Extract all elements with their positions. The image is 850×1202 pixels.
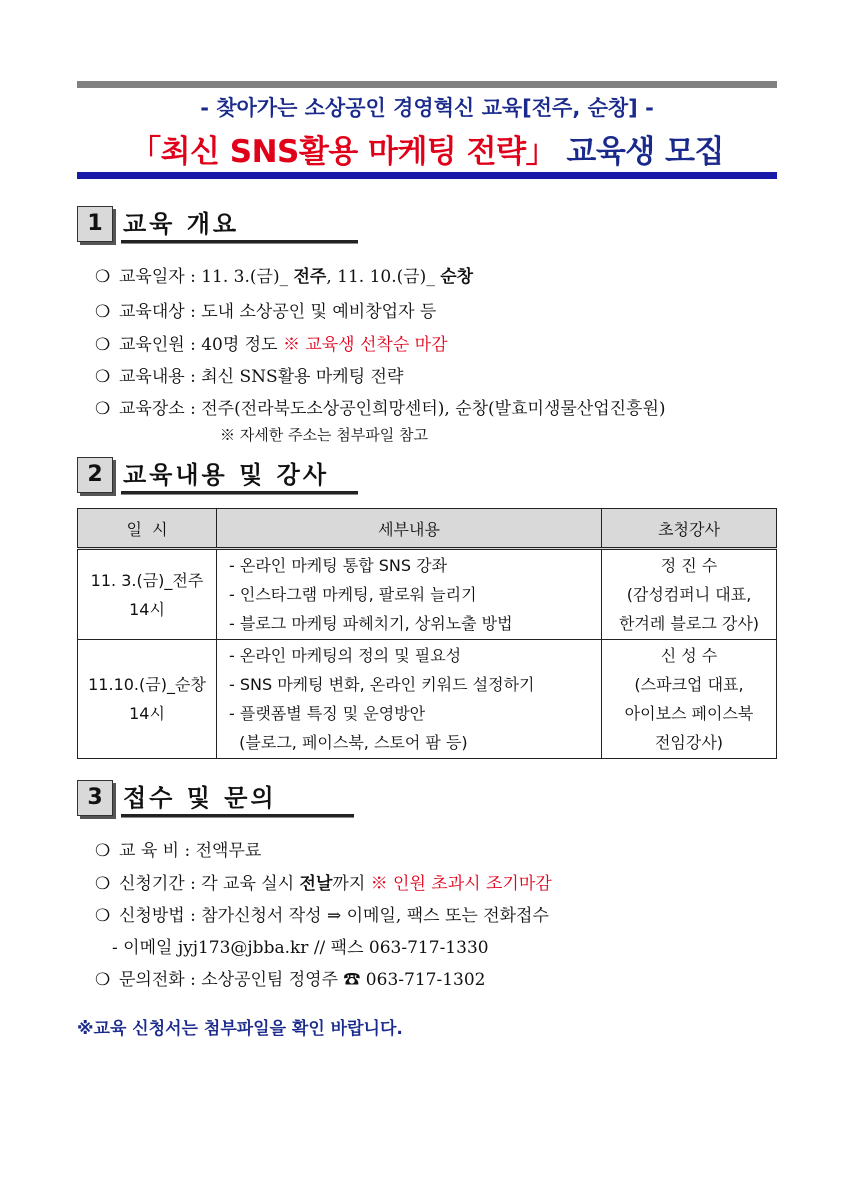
row-details: - 온라인 마케팅 통합 SNS 강좌 - 인스타그램 마케팅, 팔로워 늘리기 - 블로그 마케팅 파헤치기, 상위노출 방법 (217, 549, 602, 640)
title-blue: 교육생 모집 (566, 134, 724, 170)
header-details: 세부내용 (217, 509, 602, 549)
row-lecturer: 신 성 수 (스파크업 대표, 아이보스 페이스북 전임강사) (602, 640, 777, 759)
section-underline (121, 240, 358, 244)
overview-place: ❍ 교육장소 : 전주(전라북도소상공인희망센터), 순창(발효미생물산업진흥원) (95, 399, 666, 419)
header-date: 일 시 (78, 509, 217, 549)
bullet-icon: ❍ (95, 874, 111, 894)
table-row (78, 549, 777, 640)
overview-count: ❍ 교육인원 : 40명 정도 ※ 교육생 선착순 마감 (95, 335, 448, 355)
page-subtitle: - 찾아가는 소상공인 경영혁신 교육[전주, 순창] - (200, 96, 654, 120)
row-date: 11. 3.(금)_전주 14시 (78, 549, 217, 640)
overview-content: ❍ 교육내용 : 최신 SNS활용 마케팅 전략 (95, 367, 404, 387)
row-lecturer: 정 진 수 (감성컴퍼니 대표, 한겨레 블로그 강사) (602, 549, 777, 640)
bullet-icon: ❍ (95, 399, 111, 419)
table-row (78, 640, 777, 759)
overview-target: ❍ 교육대상 : 도내 소상공인 및 예비창업자 등 (95, 302, 437, 322)
count-note: ※ 교육생 선착순 마감 (282, 335, 448, 355)
apply-fee: ❍ 교 육 비 : 전액무료 (95, 841, 262, 861)
table-header-row (78, 509, 777, 549)
section-label: 교육 개요 (123, 210, 240, 238)
bullet-icon: ❍ (95, 367, 111, 387)
section-underline (121, 814, 354, 818)
section-number: 2 (77, 457, 113, 493)
apply-phone: ❍ 문의전화 : 소상공인팀 정영주 ☎ 063-717-1302 (95, 970, 486, 990)
apply-contact: - 이메일 jyj173@jbba.kr // 팩스 063-717-1330 (112, 938, 489, 958)
bullet-icon: ❍ (95, 302, 111, 322)
apply-method: ❍ 신청방법 : 참가신청서 작성 ⇒ 이메일, 팩스 또는 전화접수 (95, 906, 549, 926)
bullet-icon: ❍ (95, 267, 111, 287)
bullet-icon: ❍ (95, 841, 111, 861)
section-number: 3 (77, 780, 113, 816)
title-divider (77, 172, 777, 179)
bullet-icon: ❍ (95, 906, 111, 926)
section-label: 교육내용 및 강사 (123, 461, 329, 489)
apply-period: ❍ 신청기간 : 각 교육 실시 전날까지 ※ 인원 초과시 조기마감 (95, 874, 552, 894)
bullet-icon: ❍ (95, 970, 111, 990)
schedule-table (77, 508, 777, 759)
row-date: 11.10.(금)_순창 14시 (78, 640, 217, 759)
section-label: 접수 및 문의 (123, 784, 277, 812)
period-note: ※ 인원 초과시 조기마감 (370, 874, 552, 894)
row-details: - 온라인 마케팅의 정의 및 필요성 - SNS 마케팅 변화, 온라인 키워드 설정하기 - 플랫폼별 특징 및 운영방안 (블로그, 페이스북, 스토어 팜 등) (217, 640, 602, 759)
bottom-note: ※교육 신청서는 첨부파일을 확인 바랍니다. (77, 1019, 403, 1039)
section-underline (121, 491, 358, 495)
overview-date: ❍ 교육일자 : 11. 3.(금)_ 전주, 11. 10.(금)_ 순창 (95, 267, 474, 287)
bullet-icon: ❍ (95, 335, 111, 355)
section-number: 1 (77, 206, 113, 242)
header-lecturer: 초청강사 (602, 509, 777, 549)
top-divider (77, 81, 777, 88)
place-note: ※ 자세한 주소는 첨부파일 참고 (220, 426, 428, 444)
page-title (77, 126, 777, 171)
title-red: 「최신 SNS활용 마케팅 전략」 (130, 134, 557, 170)
